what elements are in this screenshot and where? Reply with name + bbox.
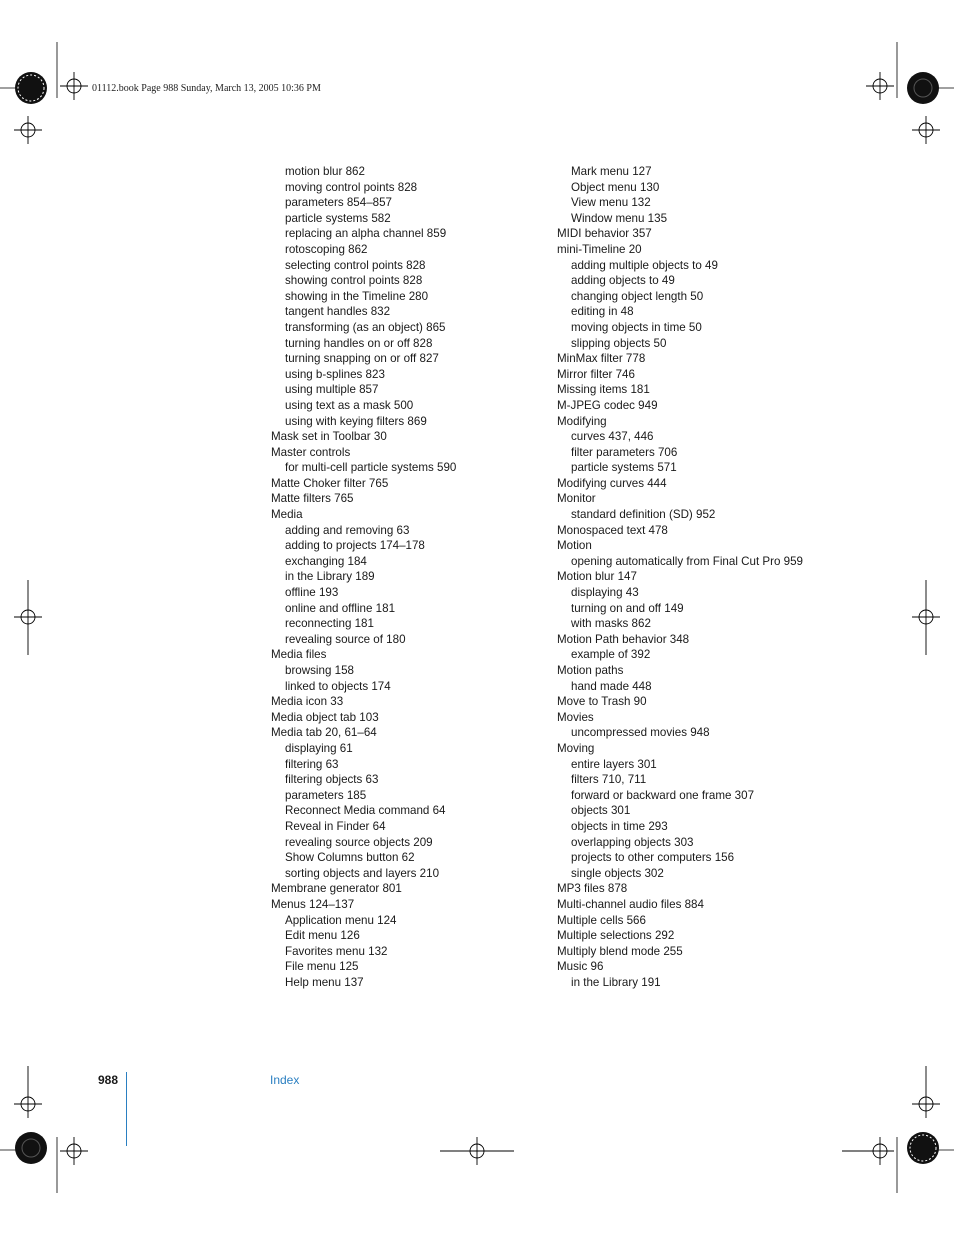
index-subentry: using text as a mask 500: [285, 398, 414, 412]
index-subentry: linked to objects 174: [285, 679, 391, 693]
index-subentry: adding objects to 49: [571, 274, 675, 288]
index-subentry: hand made 448: [571, 679, 652, 693]
index-subentry: exchanging 184: [285, 554, 367, 568]
index-subentry: transforming (as an object) 865: [285, 320, 446, 334]
index-subentry: overlapping objects 303: [571, 835, 694, 849]
index-subentry: for multi-cell particle systems 590: [285, 461, 457, 475]
index-subentry: projects to other computers 156: [571, 851, 735, 865]
index-subentry: filter parameters 706: [571, 445, 678, 459]
index-subentry: reconnecting 181: [285, 617, 374, 631]
index-entry: Movies: [557, 710, 594, 724]
index-entry: MinMax filter 778: [557, 352, 646, 366]
page-number: 988: [98, 1073, 119, 1087]
index-entry: MP3 files 878: [557, 882, 628, 896]
index-entry: mini-Timeline 20: [557, 242, 642, 256]
index-subentry: filters 710, 711: [571, 773, 647, 787]
index-subentry: entire layers 301: [571, 757, 657, 771]
index-subentry: Edit menu 126: [285, 929, 360, 943]
index-subentry: turning on and off 149: [571, 601, 684, 615]
index-subentry: adding and removing 63: [285, 523, 410, 537]
index-entry: Media icon 33: [271, 695, 344, 709]
index-subentry: tangent handles 832: [285, 305, 391, 319]
index-subentry: curves 437, 446: [571, 430, 654, 444]
index-subentry: revealing source objects 209: [285, 835, 433, 849]
index-entry: Motion paths: [557, 664, 624, 677]
index-entry: Multiple cells 566: [557, 913, 646, 927]
index-subentry: editing in 48: [571, 305, 634, 319]
index-entry: Media files: [271, 648, 327, 662]
index-subentry: Favorites menu 132: [285, 944, 388, 958]
index-entry: Mirror filter 746: [557, 367, 635, 381]
index-subentry: showing in the Timeline 280: [285, 289, 429, 303]
index-subentry: offline 193: [285, 586, 339, 600]
index-entry: MIDI behavior 357: [557, 227, 652, 241]
index-entry: Media: [271, 508, 303, 522]
index-entry: Media object tab 103: [271, 710, 379, 724]
index-subentry: revealing source of 180: [285, 632, 406, 646]
index-subentry: Help menu 137: [285, 975, 364, 989]
index-subentry: opening automatically from Final Cut Pro 959: [571, 554, 803, 568]
index-entry: Motion blur 147: [557, 570, 637, 584]
index-entry: Multiply blend mode 255: [557, 944, 683, 958]
index-subentry: uncompressed movies 948: [571, 726, 710, 740]
index-subentry: replacing an alpha channel 859: [285, 227, 447, 241]
index-subentry: online and offline 181: [285, 601, 396, 615]
index-subentry: View menu 132: [571, 196, 651, 210]
index-entry: Monospaced text 478: [557, 523, 668, 537]
index-subentry: parameters 185: [285, 788, 367, 802]
index-entry: Multiple selections 292: [557, 929, 675, 943]
index-subentry: slipping objects 50: [571, 336, 667, 350]
index-subentry: motion blur 862: [285, 165, 365, 178]
index-column-left: [271, 164, 561, 990]
index-subentry: with masks 862: [571, 617, 651, 631]
index-entry: Modifying curves 444: [557, 476, 667, 490]
footer-divider: [126, 1072, 127, 1146]
index-entry: Moving: [557, 741, 595, 755]
index-subentry: using multiple 857: [285, 383, 379, 397]
index-entry: Matte filters 765: [271, 492, 354, 506]
index-subentry: rotoscoping 862: [285, 242, 368, 256]
index-subentry: File menu 125: [285, 960, 359, 974]
index-subentry: selecting control points 828: [285, 258, 426, 272]
index-subentry: Reveal in Finder 64: [285, 819, 386, 833]
index-entry: Multi-channel audio files 884: [557, 897, 704, 911]
index-entry: Motion: [557, 539, 592, 553]
index-subentry: example of 392: [571, 648, 651, 662]
index-subentry: Mark menu 127: [571, 165, 652, 178]
index-subentry: browsing 158: [285, 664, 354, 677]
index-subentry: standard definition (SD) 952: [571, 508, 716, 522]
section-label: Index: [270, 1073, 300, 1087]
index-subentry: forward or backward one frame 307: [571, 788, 755, 802]
index-subentry: displaying 61: [285, 741, 353, 755]
index-entry: Matte Choker filter 765: [271, 476, 389, 490]
index-subentry: Reconnect Media command 64: [285, 804, 446, 818]
index-subentry: using b-splines 823: [285, 367, 385, 381]
index-subentry: in the Library 191: [571, 975, 661, 989]
index-subentry: turning snapping on or off 827: [285, 352, 439, 366]
index-subentry: single objects 302: [571, 866, 664, 880]
index-column-right: [557, 164, 847, 990]
index-subentry: adding multiple objects to 49: [571, 258, 718, 272]
index-subentry: showing control points 828: [285, 274, 423, 288]
index-subentry: objects in time 293: [571, 819, 668, 833]
index-entry: Move to Trash 90: [557, 695, 647, 709]
index-subentry: changing object length 50: [571, 289, 704, 303]
index-subentry: displaying 43: [571, 586, 639, 600]
index-entry: Monitor: [557, 492, 596, 506]
index-entry: Membrane generator 801: [271, 882, 402, 896]
index-subentry: Application menu 124: [285, 913, 397, 927]
index-subentry: Show Columns button 62: [285, 851, 415, 865]
index-subentry: moving control points 828: [285, 180, 418, 194]
index-subentry: turning handles on or off 828: [285, 336, 433, 350]
index-entry: Modifying: [557, 414, 607, 428]
index-entry: Motion Path behavior 348: [557, 632, 690, 646]
index-subentry: Object menu 130: [571, 180, 660, 194]
print-slug: 01112.book Page 988 Sunday, March 13, 2005 10:36 PM: [92, 83, 321, 94]
index-entry: Mask set in Toolbar 30: [271, 430, 387, 444]
index-subentry: sorting objects and layers 210: [285, 866, 440, 880]
index-entry: Media tab 20, 61–64: [271, 726, 377, 740]
index-subentry: in the Library 189: [285, 570, 375, 584]
index-subentry: filtering 63: [285, 757, 339, 771]
index-entry: M-JPEG codec 949: [557, 398, 658, 412]
index-subentry: particle systems 571: [571, 461, 677, 475]
index-subentry: adding to projects 174–178: [285, 539, 425, 553]
index-subentry: particle systems 582: [285, 211, 391, 225]
index-subentry: using with keying filters 869: [285, 414, 427, 428]
index-entry: Missing items 181: [557, 383, 650, 397]
index-subentry: filtering objects 63: [285, 773, 379, 787]
index-subentry: parameters 854–857: [285, 196, 392, 210]
index-subentry: objects 301: [571, 804, 631, 818]
index-entry: Music 96: [557, 960, 604, 974]
index-entry: Master controls: [271, 445, 351, 459]
index-entry: Menus 124–137: [271, 897, 355, 911]
index-subentry: moving objects in time 50: [571, 320, 702, 334]
index-subentry: Window menu 135: [571, 211, 668, 225]
